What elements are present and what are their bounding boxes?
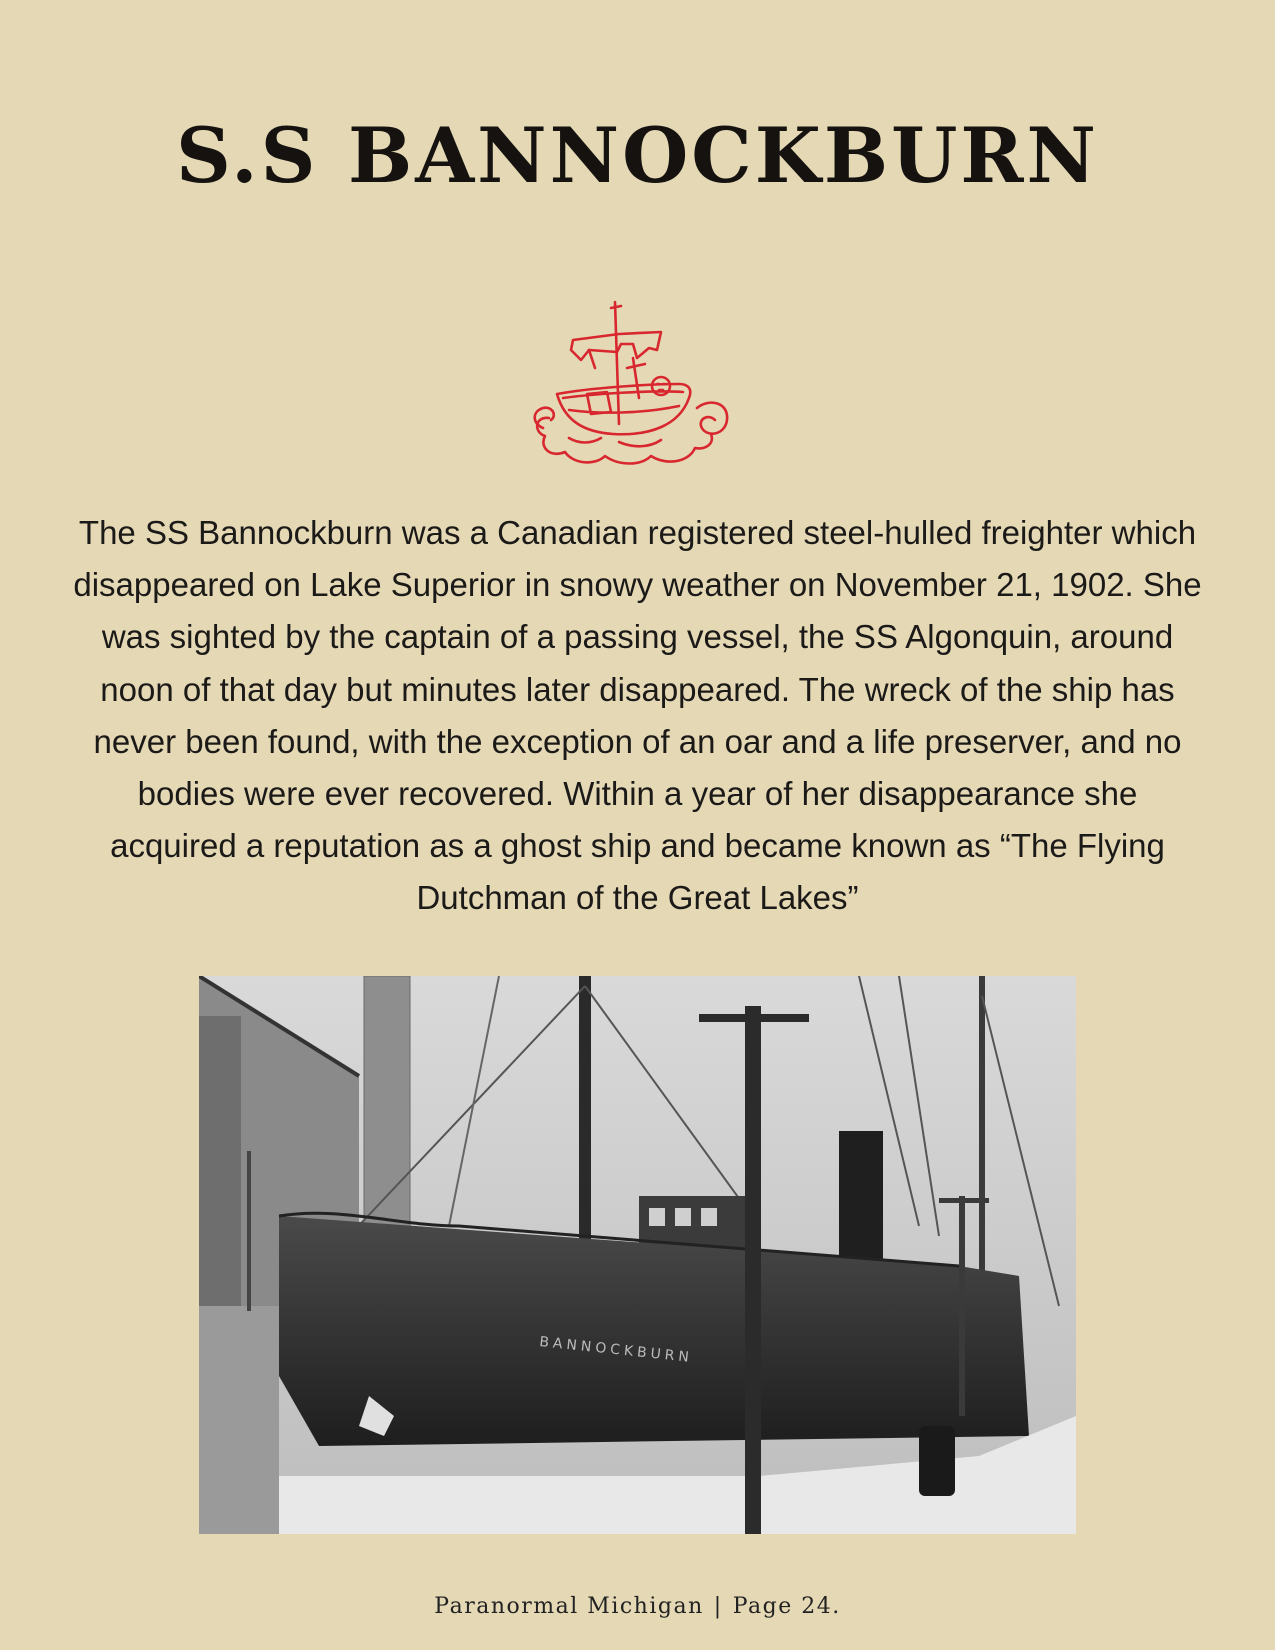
page-number: Page 24. [732,1594,841,1619]
ship-photo [199,976,1076,1534]
page-title: S.S BANNOCKBURN [175,111,1099,200]
ship-icon [529,298,749,476]
page-footer [0,1594,1275,1619]
body-paragraph: The SS Bannockburn was a Canadian registered steel-hulled freighter which disappeared on Lake Superior in snowy weather on November 21, 1902. She was sighted by the captain of a passing vessel, the SS Algonquin, around noon of that day but minutes later disappeared. The wreck of the ship has never been found, with the exception of an oar and a life preserver, and no bodies were ever recovered. Within a year of her disappearance she acquired a reputation as a ghost ship and became known as “The Flying Dutchman of the Great Lakes” [73,514,1202,917]
publication-name: Paranormal Michigan [434,1594,704,1619]
hull-lettering: BANNOCKBURN [538,1334,694,1367]
footer-separator: | [713,1594,723,1619]
